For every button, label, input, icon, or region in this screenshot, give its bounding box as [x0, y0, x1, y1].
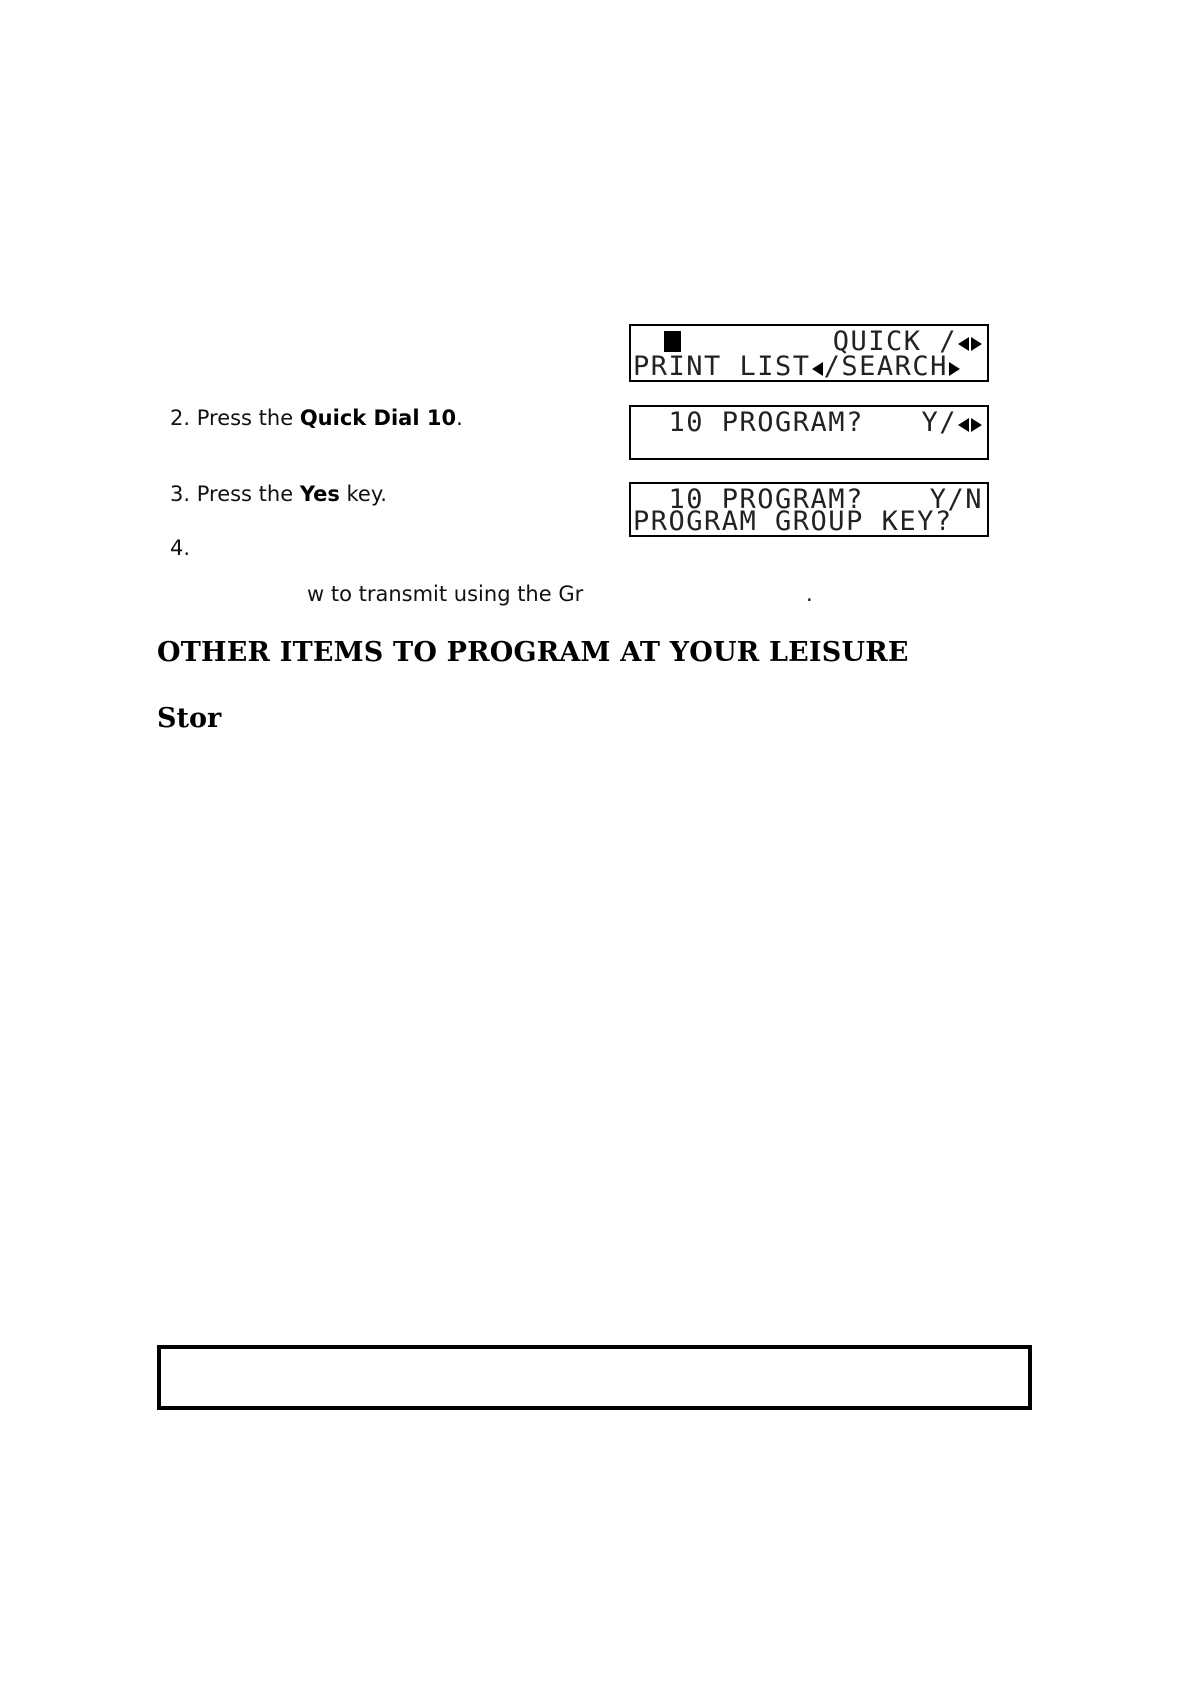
fragment-line-part-1: w to transmit using the Gr	[307, 582, 584, 606]
lcd-line-2-part-a: PRINT LIST	[633, 351, 811, 382]
step-number: 3.	[170, 482, 191, 506]
step-number: 4.	[170, 536, 191, 560]
lcd-line-2-part-b: /SEARCH	[823, 351, 948, 382]
fragment-line-part-2: .	[806, 582, 813, 606]
step-key-name: Yes	[299, 482, 340, 506]
step-text: Press the	[190, 406, 300, 430]
step-2	[170, 406, 463, 430]
step-number: 2.	[170, 406, 191, 430]
step-key-name: Quick Dial 10	[299, 406, 457, 430]
step-text: Press the	[190, 482, 300, 506]
step-3	[170, 482, 387, 506]
lcd-line-1-left: 10 PROGRAM?	[633, 484, 864, 515]
right-triangle-icon	[971, 337, 982, 351]
lcd-line-2-text: PROGRAM GROUP KEY?	[633, 506, 953, 537]
left-triangle-icon	[812, 362, 823, 376]
step-text-end: key.	[339, 482, 387, 506]
lcd-line-2	[631, 353, 987, 380]
subsection-heading: Stor	[157, 703, 222, 734]
lcd-line-2	[631, 508, 987, 535]
lcd-display-program-group	[629, 482, 989, 537]
right-triangle-icon	[949, 362, 960, 376]
step-4	[170, 536, 190, 560]
step-text-end: .	[456, 406, 463, 430]
right-triangle-icon	[971, 418, 982, 432]
lcd-line-1-right: Y/	[921, 409, 983, 436]
lcd-line-1	[631, 409, 987, 436]
lcd-line-2	[631, 434, 987, 461]
lcd-line-1-right: QUICK /	[833, 328, 983, 355]
left-triangle-icon	[958, 337, 969, 351]
cursor-block-icon	[664, 331, 681, 352]
left-triangle-icon	[958, 418, 969, 432]
lcd-display-quick-search	[629, 324, 989, 382]
note-box	[157, 1345, 1032, 1410]
lcd-line-1-left: 10 PROGRAM?	[633, 407, 864, 438]
lcd-line-1-right: Y/N	[929, 484, 983, 515]
lcd-display-program	[629, 405, 989, 460]
section-heading: OTHER ITEMS TO PROGRAM AT YOUR LEISURE	[157, 637, 909, 668]
